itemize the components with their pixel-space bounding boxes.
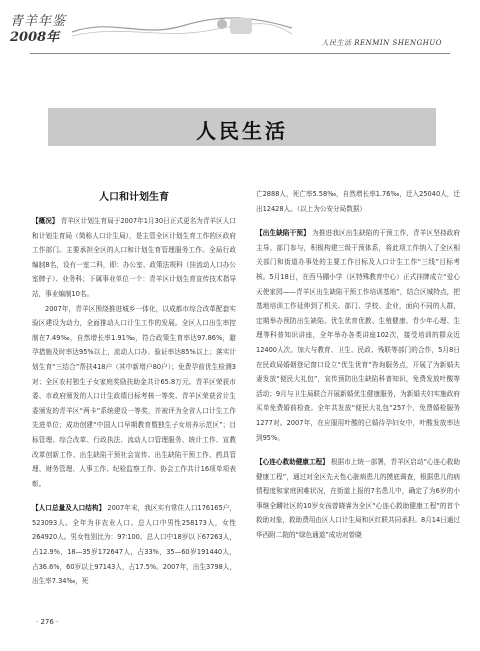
heart-project-tag: 【心连心救助健康工程】 bbox=[256, 458, 329, 467]
paragraph-population bbox=[32, 501, 236, 589]
birth-defects-tag: 【出生缺陷干预】 bbox=[256, 229, 310, 238]
paragraph-overview bbox=[32, 214, 236, 302]
paragraph-2007: 2007年，青羊区围绕推进城乡一体化，以成都市综合改革配套实验区建设为动力，全面推动人口计生工作的发展。全区人口出生率控制在7.49‰，自然增长率1.91‰，符合政策生育率达97.86%，避孕措施及时率达95%以上，流动人口办、验证率达85%以上；落实计划生育“三结合”帮扶418户（其中新增户80户）；免费孕前优生检测3对；全区农村独生子女家庭奖励扶助金共计65.8万元。青羊区荣获市委、市政府颁发的人口计生政绩目标考核一等奖、青羊区荣获省计生委颁发的青羊区“两卡”系统建设一等奖，并被评为全省人口计生工作先进单位；成功创建“中国人口早期教育暨独生子女培养示范区”；目标管理、综合改革、行政执法、流动人口管理服务、统计工作、宣教改革创新工作、出生缺陷干预社会宣传、出生缺陷干预工作、药具管理、财务管理、人事工作、纪检监察工作、协会工作共计16项单项表彰。 bbox=[32, 304, 236, 488]
right-column bbox=[256, 187, 460, 543]
page-number: · 276 · bbox=[36, 618, 59, 626]
section-title: 人口和计划生育 bbox=[99, 192, 169, 203]
paragraph-continued: 亡2888人，死亡率5.58‰，自然增长率1.76‰，迁入25040人，迁出12428人。（以上为公安分局数据） bbox=[256, 190, 460, 213]
chapter-title: 人民生活 bbox=[196, 119, 288, 143]
paragraph-heart-project bbox=[256, 455, 460, 543]
birth-defects-text: 为推进我区出生缺陷的干预工作，青羊区坚持政府主导、部门参与，积极构建三级干预体系，将此项工作纳入了全区相关部门和街道办事处的主要工作目标及人口计生工作“三线”目标考核。5月18日，在西马棚小学（区特殊教育中心）正式挂牌成立“爱心天使家园——青羊区出生缺陷干预工作培训基地”，结合区城特点，把基地培训工作延伸到了机关、部门、学校、企业，面向不同的人群，定期举办预防出生缺陷、优生优育优教、生殖健康、青少年心理、生理等科普知识讲座，全年举办各类讲座102次，接受培训的群众近12400人次。加大与教育、卫生、民政、残联等部门的合作，5月8日在民政局婚姻登记窗口设立“优生优育”咨询服务点，开展了为新婚夫妻发放“便民大礼包”，宣传预防出生缺陷科普知识，免费发放叶酸等活动；9月与卫生局联合开展新婚优生健康服务，为新婚夫妇实施政府买单免费婚前检查。全年共发放“便民大礼包”257个，免费婚检服务1277对。2007年，在应服用叶酸的已婚待孕妇女中，叶酸发放率达到95%。 bbox=[256, 229, 460, 442]
header-decoration-image bbox=[72, 12, 292, 38]
book-title-year: 2008年 bbox=[10, 30, 60, 45]
paragraph-birth-defects bbox=[256, 226, 460, 445]
heart-project-text: 根据市上统一部署，青羊区启动“心连心救助健康工程”，通过对全区先天性心脏病患儿的摸底调查，根据患儿的病情程度和家庭困难状况，在街道上报的7名患儿中，确定了为6岁的小事继全麟社区的10岁女孩曾晓睿为全区“心连心救助健康工程”的首个救助对象，救助费用由区人口计生局和区红联共同承担。8月14日通过华西附二院的“绿色通道”成功对曾晓 bbox=[256, 458, 460, 540]
left-column bbox=[32, 214, 236, 589]
overview-tag: 【概况】 bbox=[32, 217, 59, 225]
chapter-header: 人民生活 RENMIN SHENGHUO bbox=[321, 39, 442, 47]
book-title-line1: 青羊年鉴 bbox=[10, 14, 67, 29]
header-divider bbox=[30, 53, 450, 54]
population-text: 2007年末，我区实有常住人口176165户，523093人。全年为非农业人口。总人口中男性258173人，女性264920人。男女性别比为：97∶100。总人口中18岁以下67263人，占12.9%，18—35岁172647人，占33%，35—60岁191440人，占36.6%，60岁以上97143人，占17.5%。2007年，出生3798人，出生率7.34‰，死 bbox=[32, 504, 237, 586]
overview-text: 青羊区计划生育局于2007年1月30日正式更名为青羊区人口和计划生育局（简称人口计生局），是主管全区计划生育工作的区政府工作部门。主要承担全区的人口和计划生育管理服务工作。全局行政编制8名，设有一室二科，即：办公室、政策法规科（挂流动人口办公室牌子）、业务科；下属事业单位一个：青羊区计划生育宣传技术指导站，事业编制10名。 bbox=[32, 217, 236, 298]
population-tag: 【人口总量及人口结构】 bbox=[32, 504, 106, 513]
chapter-banner bbox=[48, 108, 436, 146]
